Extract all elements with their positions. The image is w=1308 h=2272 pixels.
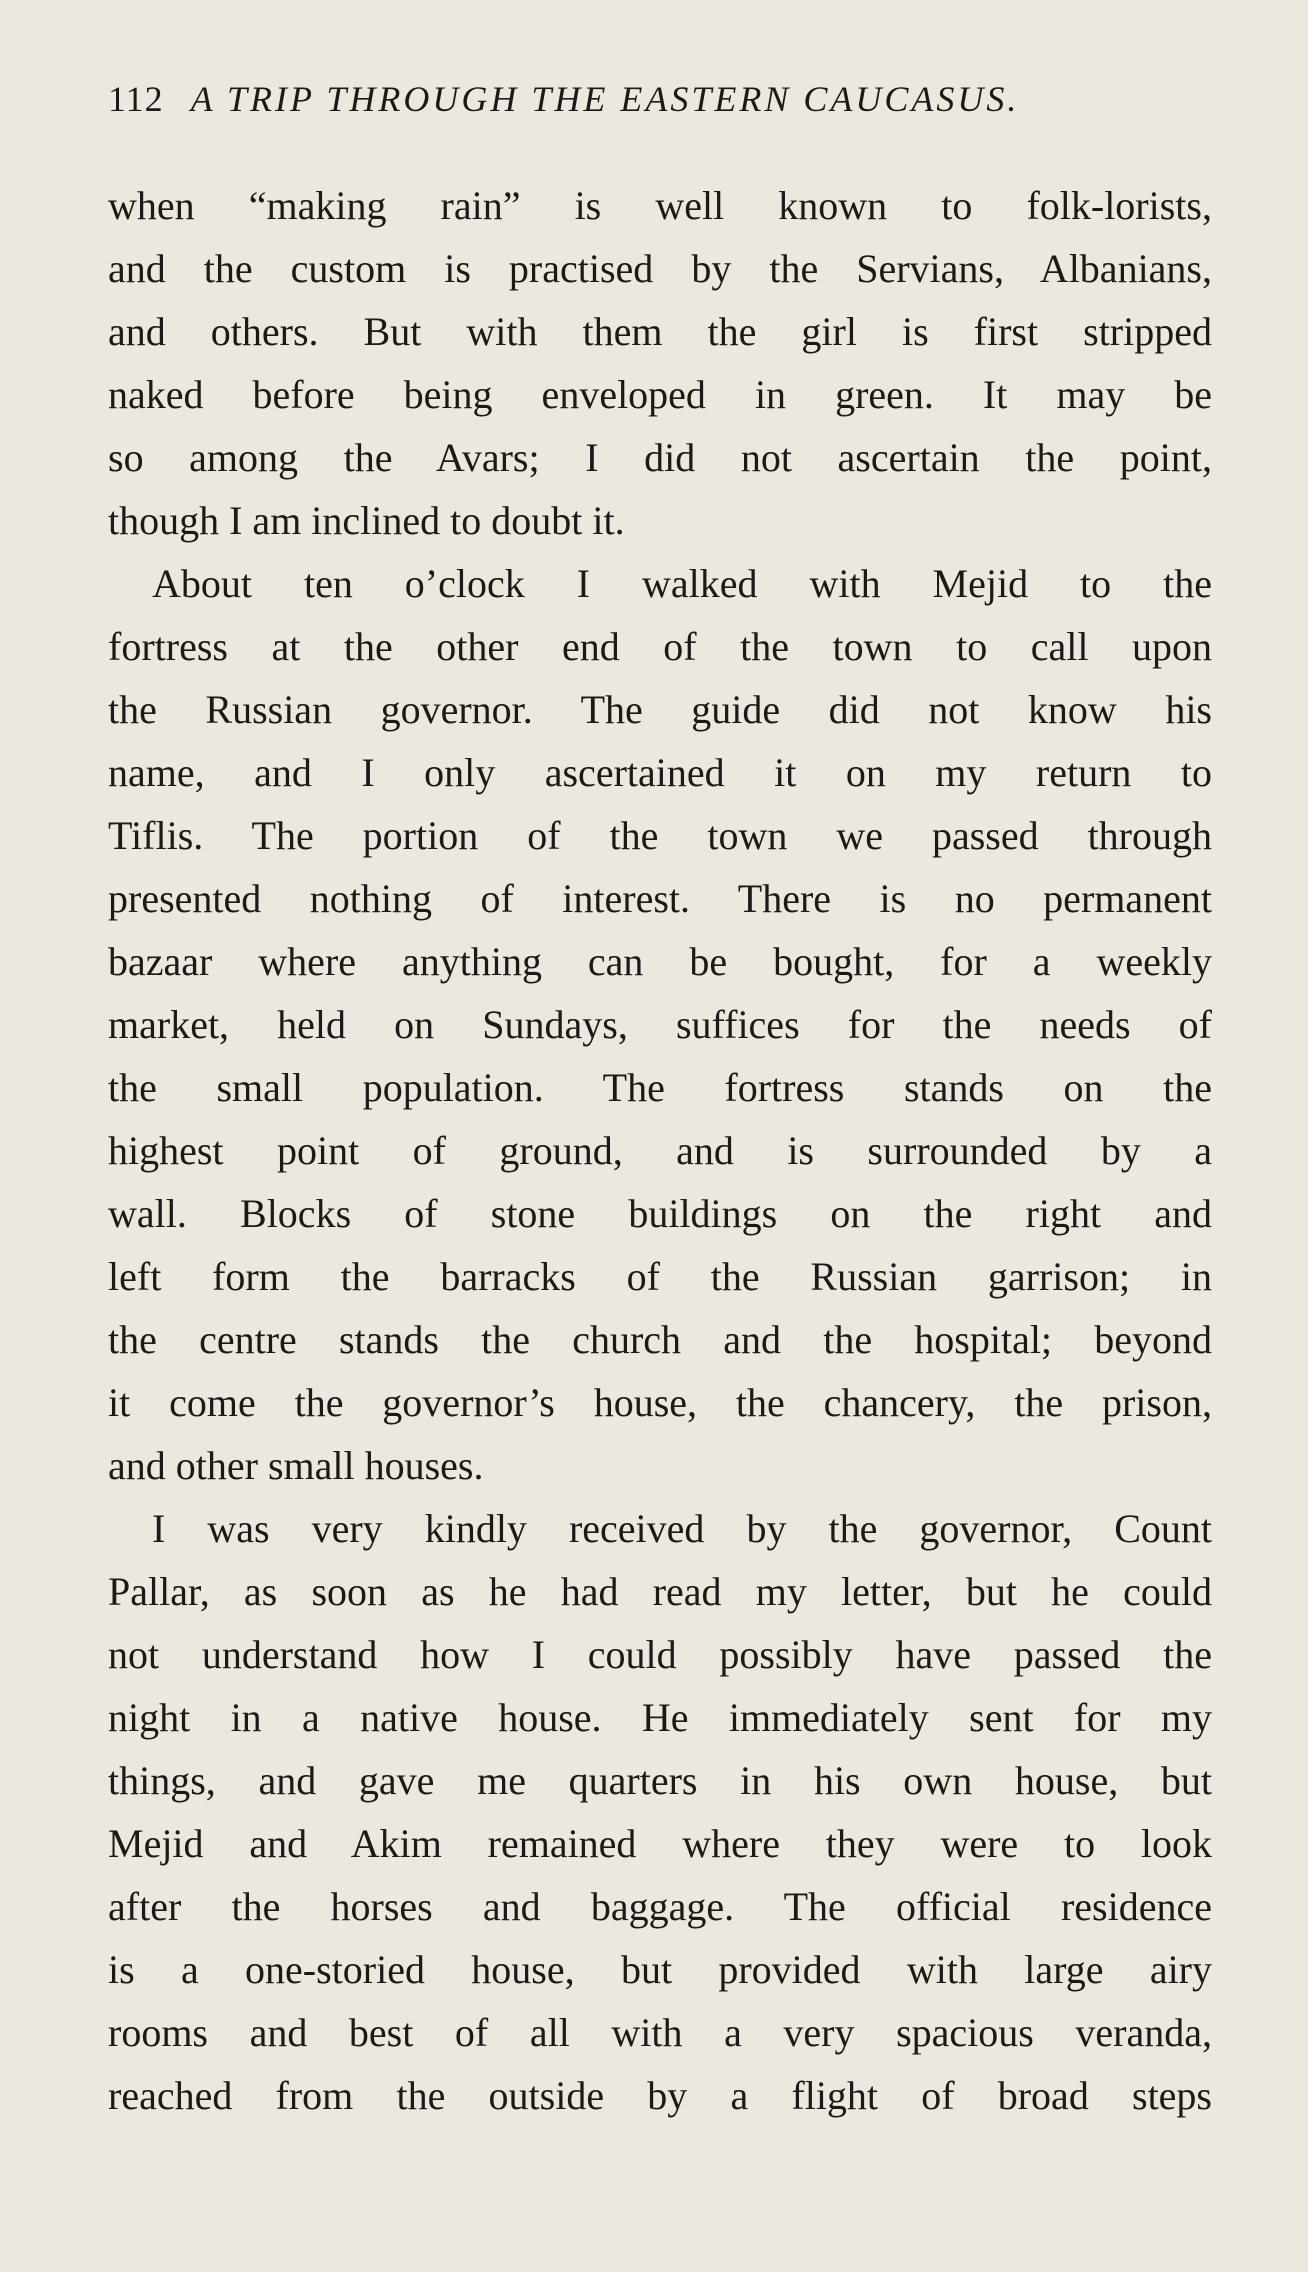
text-line: so among the Avars; I did not ascertain the point, bbox=[108, 435, 1212, 480]
text-line: things, and gave me quarters in his own house, but bbox=[108, 1758, 1212, 1803]
text-line: rooms and best of all with a very spacious veranda, bbox=[108, 2010, 1212, 2055]
page-number: 112 bbox=[108, 79, 164, 119]
text-line: after the horses and baggage. The official residence bbox=[108, 1884, 1212, 1929]
text-line: though I am inclined to doubt it. bbox=[108, 498, 625, 543]
paragraph-1 bbox=[108, 174, 1212, 552]
text-line: not understand how I could possibly have passed the bbox=[108, 1632, 1212, 1677]
paragraph-2 bbox=[108, 552, 1212, 1497]
paragraph-3 bbox=[108, 1497, 1212, 2127]
text-line: highest point of ground, and is surrounded by a bbox=[108, 1128, 1212, 1173]
text-line: wall. Blocks of stone buildings on the right and bbox=[108, 1191, 1212, 1236]
text-line: is a one-storied house, but provided with large airy bbox=[108, 1947, 1212, 1992]
text-line: the Russian governor. The guide did not know his bbox=[108, 687, 1212, 732]
text-line: I was very kindly received by the governor, Count bbox=[152, 1506, 1212, 1551]
text-line: Pallar, as soon as he had read my letter, but he could bbox=[108, 1569, 1212, 1614]
text-line: and others. But with them the girl is first stripped bbox=[108, 309, 1212, 354]
text-line: when “making rain” is well known to folk-lorists, bbox=[108, 183, 1212, 228]
text-line: and other small houses. bbox=[108, 1443, 484, 1488]
text-line: Tiflis. The portion of the town we passed through bbox=[108, 813, 1212, 858]
body-text bbox=[108, 174, 1212, 2127]
text-line: left form the barracks of the Russian garrison; in bbox=[108, 1254, 1212, 1299]
text-line: night in a native house. He immediately sent for my bbox=[108, 1695, 1212, 1740]
running-head bbox=[108, 78, 1208, 138]
text-line: fortress at the other end of the town to call upon bbox=[108, 624, 1212, 669]
text-line: the centre stands the church and the hospital; beyond bbox=[108, 1317, 1212, 1362]
text-line: market, held on Sundays, suffices for the needs of bbox=[108, 1002, 1212, 1047]
text-line: Mejid and Akim remained where they were to look bbox=[108, 1821, 1212, 1866]
running-title: A TRIP THROUGH THE EASTERN CAUCASUS. bbox=[190, 79, 1020, 119]
text-line: About ten o’clock I walked with Mejid to the bbox=[152, 561, 1212, 606]
text-line: naked before being enveloped in green. It may be bbox=[108, 372, 1212, 417]
text-line: presented nothing of interest. There is no permanent bbox=[108, 876, 1212, 921]
text-line: it come the governor’s house, the chancery, the prison, bbox=[108, 1380, 1212, 1425]
text-line: reached from the outside by a flight of broad steps bbox=[108, 2073, 1212, 2118]
text-line: name, and I only ascertained it on my return to bbox=[108, 750, 1212, 795]
text-line: the small population. The fortress stands on the bbox=[108, 1065, 1212, 1110]
text-line: and the custom is practised by the Servians, Albanians, bbox=[108, 246, 1212, 291]
text-line: bazaar where anything can be bought, for a weekly bbox=[108, 939, 1212, 984]
